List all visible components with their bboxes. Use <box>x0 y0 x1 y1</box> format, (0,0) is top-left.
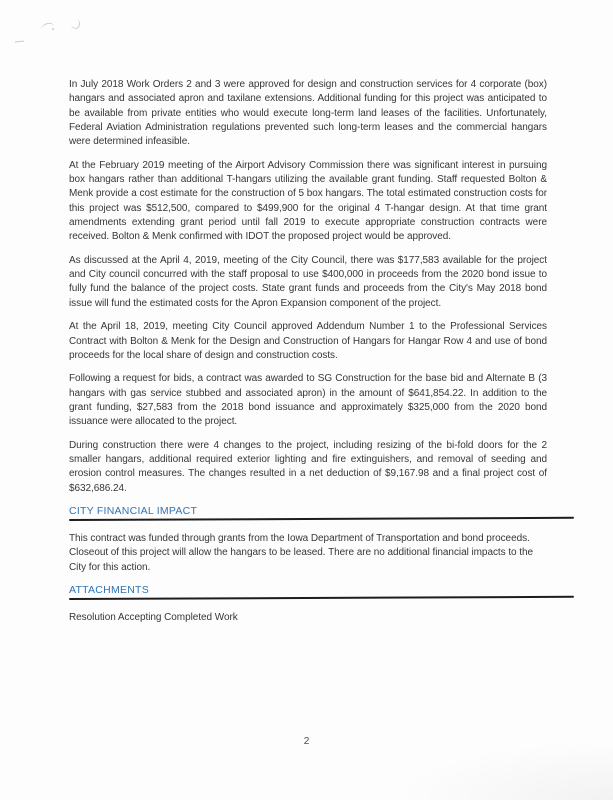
body-paragraph-financial-impact: This contract was funded through grants from the Iowa Department of Transportation and bond proceeds. Closeout of this project will allow the hangars to be leased. There are no additional financial impacts to the City for this action. <box>69 532 534 573</box>
document-body <box>69 78 547 625</box>
scan-artifact-squiggle <box>41 22 55 30</box>
body-paragraph-construction-changes: During construction there were 4 changes to the project, including resizing of the bi-fold doors for the 2 smaller hangars, additional required exterior lighting and fire extinguishers, and removal of seeding and erosion control measures. The changes resulted in a net deduction of $9,167.98 and a final project cost of $632,686.24. <box>69 439 547 494</box>
scan-artifact-dot <box>52 28 54 30</box>
heading-rule <box>69 517 574 521</box>
attachment-item-resolution: Resolution Accepting Completed Work <box>69 611 238 623</box>
section-heading-city-financial-impact: CITY FINANCIAL IMPACT <box>69 504 198 517</box>
section-heading-attachments: ATTACHMENTS <box>69 583 149 596</box>
body-paragraph-april-18-addendum: At the April 18, 2019, meeting City Council approved Addendum Number 1 to the Professional Services Contract with Bolton & Menk for the Design and Construction of Hangars for Hangar Row 4 and use of bond proceeds for the local share of design and construction costs. <box>69 321 547 361</box>
scan-artifact-squiggle <box>71 18 81 30</box>
body-paragraph-bid-award: Following a request for bids, a contract was awarded to SG Construction for the base bid and Alternate B (3 hangars with gas service stubbed and associated apron) in the amount of $641,854.22. In addition to the grant funding, $27,583 from the 2018 bond issuance and approximately $325,000 from the 2020 bond issuance were allocated to the project. <box>69 373 547 428</box>
scan-artifact-dash <box>15 41 24 43</box>
body-paragraph-work-orders: In July 2018 Work Orders 2 and 3 were approved for design and construction services for 4 corporate (box) hangars and associated apron and taxilane extensions. Additional funding for this project was anticipated to be available from private entities who would execute long-term land leases of the facilities. Unfortunately, Federal Aviation Administration regulations prevented such long-term leases and the commercial hangars were determined infeasible. <box>69 79 547 148</box>
body-paragraph-april-4-council: As discussed at the April 4, 2019, meeting of the City Council, there was $177,583 available for the project and City council concurred with the staff proposal to use $400,000 in proceeds from the 2020 bond issue to fully fund the balance of the project costs. State grant funds and proceeds from the City's May 2018 bond issue will fund the estimated costs for the Apron Expansion component of the project. <box>69 254 547 309</box>
page-number: 2 <box>303 736 310 747</box>
body-paragraph-advisory-commission: At the February 2019 meeting of the Airport Advisory Commission there was significant interest in pursuing box hangars rather than additional T-hangars utilizing the available grant funding. Staff requested Bolton & Menk provide a cost estimate for the construction of 5 box hangars. The total estimated construction costs for this project was $512,500, compared to $499,900 for the original 4 T-hangar design. At that time grant amendments extending grant period until fall 2019 to execute appropriate construction contracts were received. Bolton & Menk confirmed with IDOT the proposed project would be approved. <box>69 159 547 243</box>
heading-rule <box>69 596 574 600</box>
